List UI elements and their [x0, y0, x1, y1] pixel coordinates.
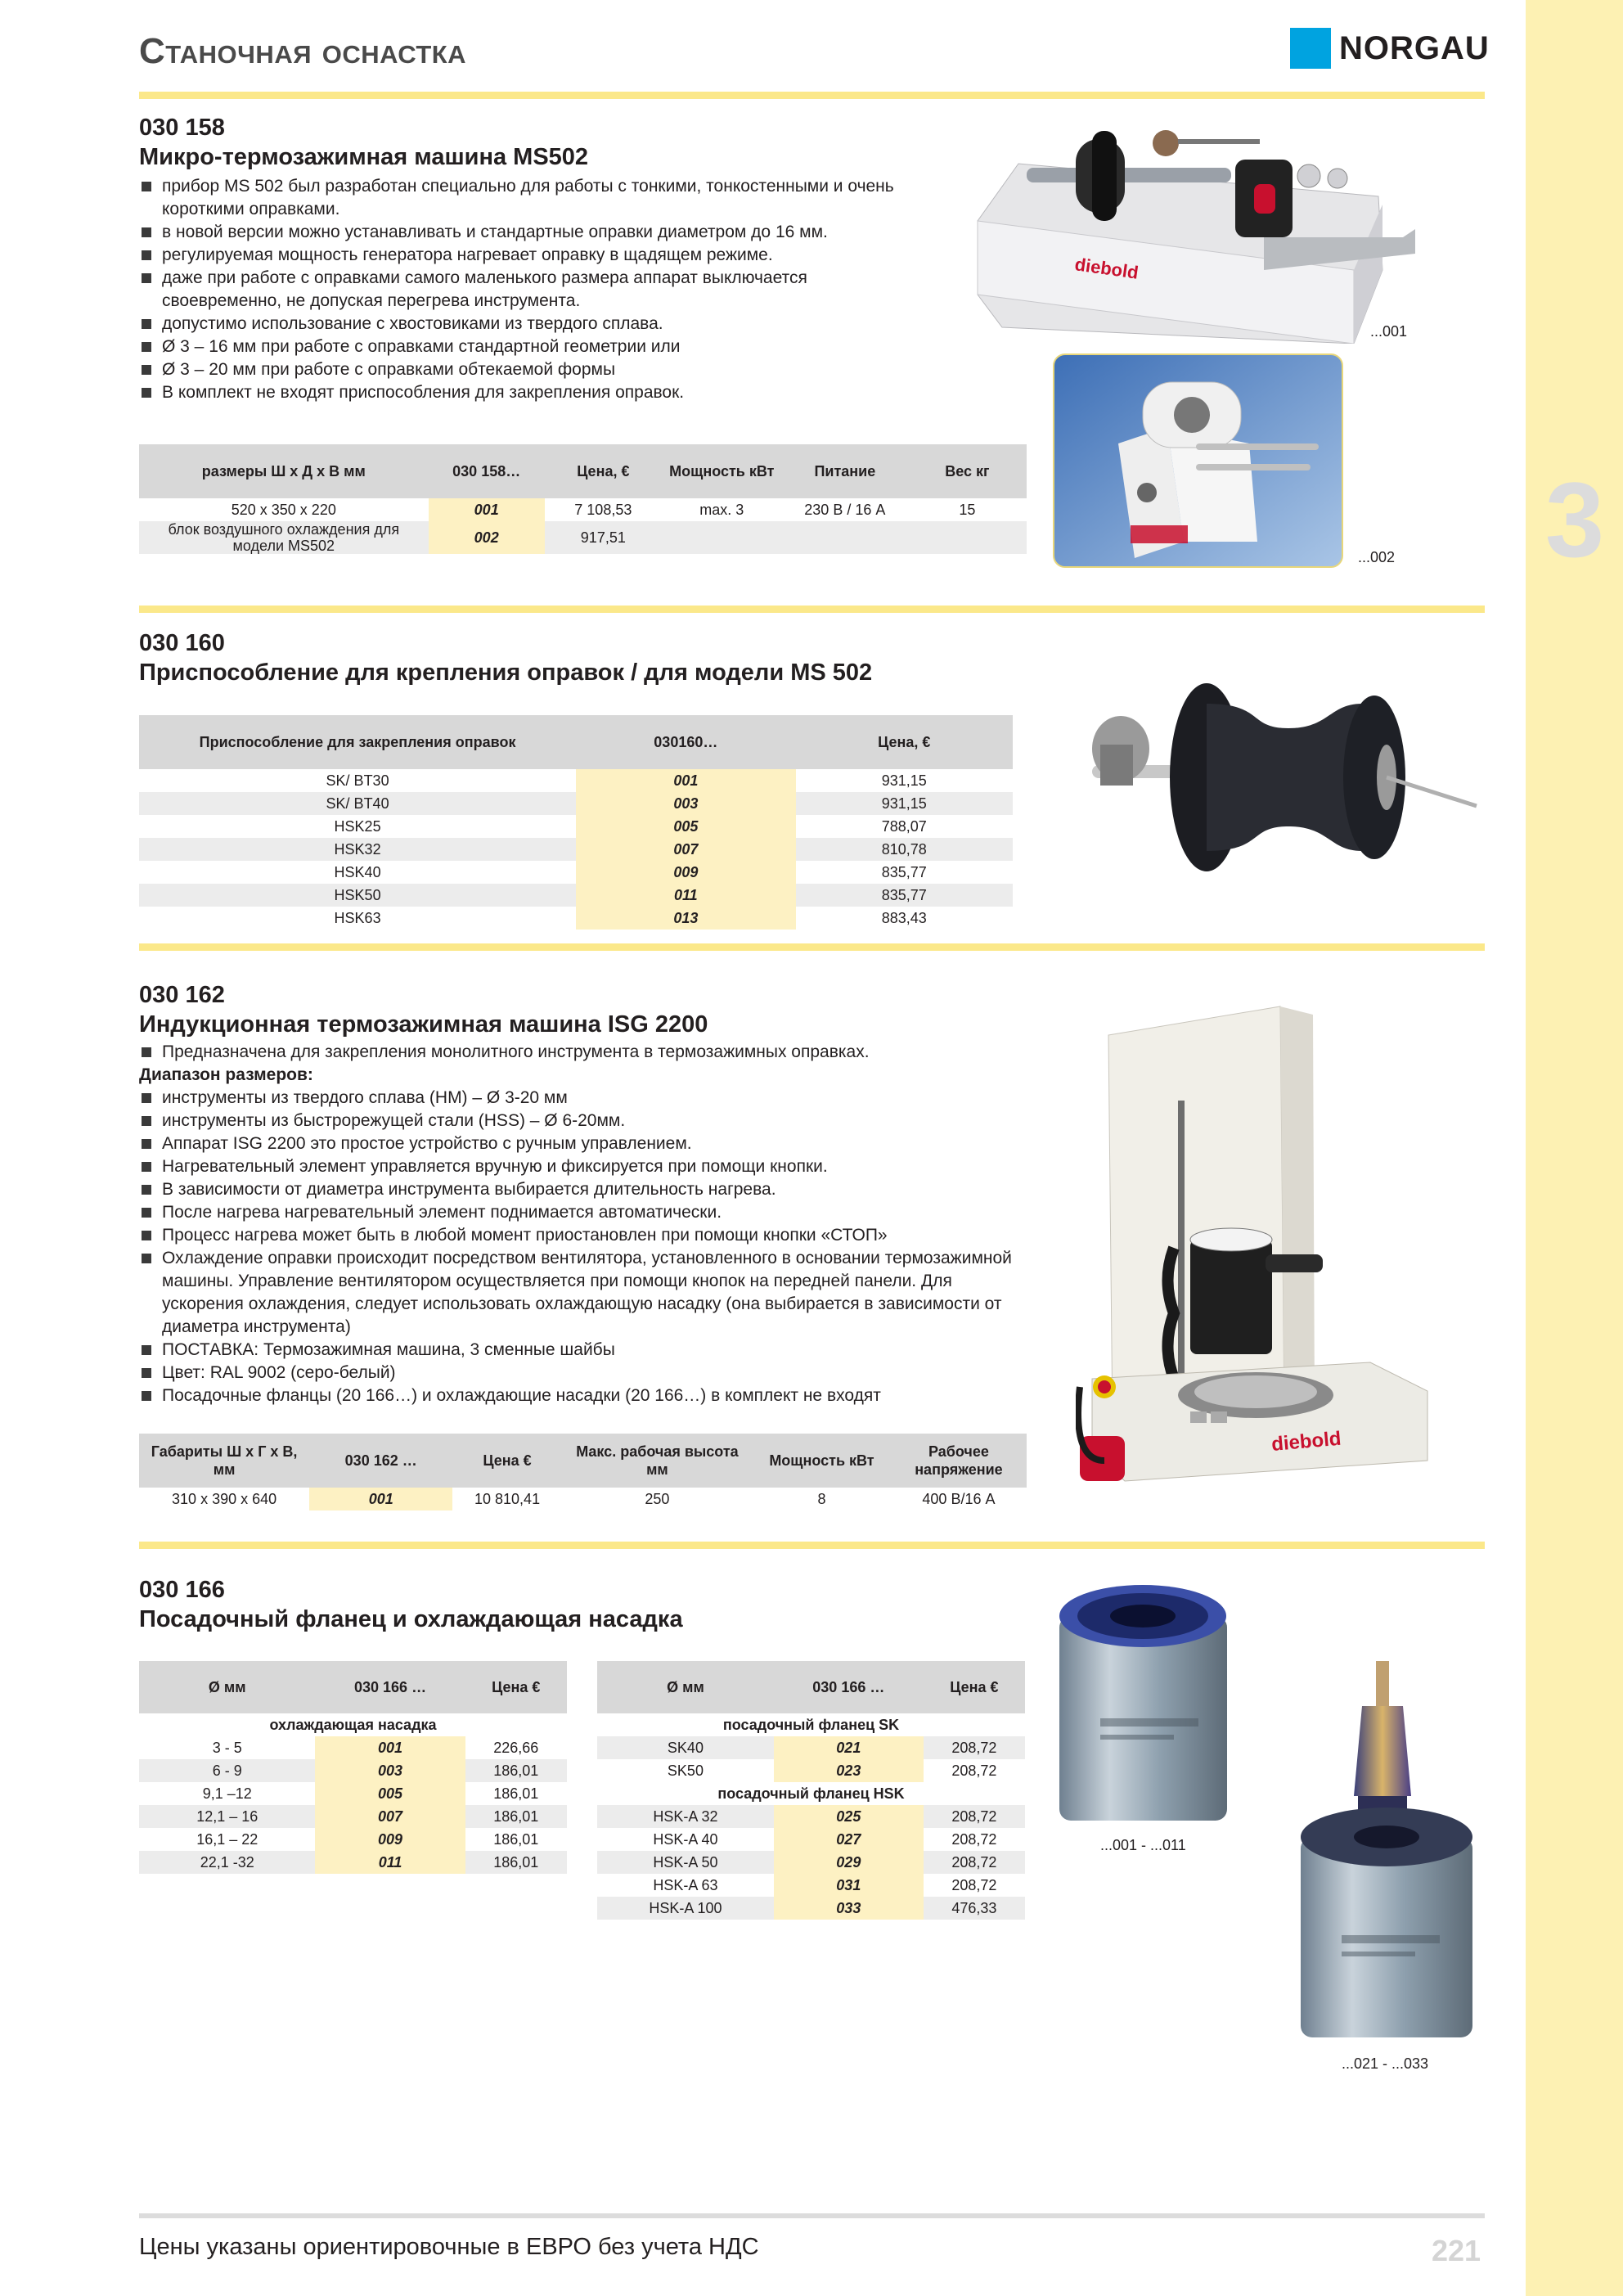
footer-note: Цены указаны ориентировочные в ЕВРО без учета НДС [139, 2234, 759, 2260]
table-cell: 230 В / 16 А [804, 502, 886, 518]
feature-item: инструменты из твердого сплава (HM) – Ø 3-20 мм [139, 1087, 1023, 1110]
feature-item: В комплект не входят приспособления для закрепления оправок. [139, 381, 900, 404]
isg2200-machine-image [1076, 1002, 1452, 1493]
bullet-icon [142, 1391, 151, 1401]
table-cell: HSK-A 50 [597, 1851, 774, 1874]
order-code: 007 [315, 1805, 465, 1828]
table-cell: 16,1 – 22 [196, 1831, 259, 1848]
column-header: Питание [782, 444, 908, 498]
table-cell: HSK-A 40 [653, 1831, 718, 1848]
table-cell: HSK-A 63 [653, 1877, 718, 1893]
divider [139, 943, 1485, 951]
column-header: Габариты Ш х Г х В, мм [139, 1434, 309, 1488]
order-code: 005 [315, 1782, 465, 1805]
feature-item: После нагрева нагревательный элемент поднимается автоматически. [139, 1201, 1023, 1224]
feature-item: в новой версии можно устанавливать и стандартные оправки диаметром до 16 мм. [139, 221, 900, 244]
cooling-sleeve-image [1055, 1579, 1231, 1833]
table-cell: 208,72 [951, 1831, 997, 1848]
bullet-icon [142, 365, 151, 375]
table-cell: 788,07 [881, 818, 927, 835]
table-row [139, 1782, 567, 1805]
feature-item: допустимо использование с хвостовиками из твердого сплава. [139, 313, 900, 335]
table-cell: 520 x 350 x 220 [231, 502, 336, 518]
image-caption: ...021 - ...033 [1342, 2055, 1429, 2072]
order-code: 009 [576, 861, 795, 884]
table-cell: 250 [645, 1491, 670, 1507]
feature-item: В зависимости от диаметра инструмента выбирается длительность нагрева. [139, 1178, 1023, 1201]
order-code: 001 [576, 769, 795, 792]
table-cell: HSK40 [334, 864, 381, 880]
table-cell: SK50 [667, 1763, 704, 1779]
image-caption: ...001 [1370, 323, 1408, 340]
feature-item: Охлаждение оправки происходит посредством вентилятора, установленного в основании термозажимной машины. Управление вентилятором осуществляется при помощи кнопок на передней панели. Для ускорения охлаждения, следует использовать охлаждающую насадку (она выбирается в зависимости от диаметра инструмента) [139, 1247, 1023, 1339]
table-cell: 22,1 -32 [139, 1851, 315, 1874]
feature-item: ПОСТАВКА: Термозажимная машина, 3 сменные шайбы [139, 1339, 1023, 1362]
feature-subheading: Диапазон размеров: [139, 1065, 313, 1084]
feature-item: прибор MS 502 был разработан специально для работы с тонкими, тонкостенными и очень короткими оправками. [139, 175, 900, 221]
bullet-icon [142, 1162, 151, 1172]
price-table [139, 444, 1027, 554]
group-label: посадочный фланец HSK [597, 1782, 1025, 1805]
bullet-icon [142, 388, 151, 398]
flange-table [597, 1661, 1025, 1920]
flange-with-sleeve-image [1297, 1657, 1477, 2042]
table-cell: 931,15 [796, 792, 1013, 815]
divider [139, 606, 1485, 613]
table-cell: HSK50 [139, 884, 576, 907]
bullet-icon [142, 227, 151, 237]
table-row [139, 769, 1013, 792]
table-row [139, 1805, 567, 1828]
table-cell: 208,72 [924, 1736, 1025, 1759]
bullet-icon [142, 182, 151, 191]
column-header: 030 162 … [309, 1434, 452, 1488]
table-cell: 835,77 [796, 884, 1013, 907]
feature-item: Нагревательный элемент управляется вручную и фиксируется при помощи кнопки. [139, 1155, 1023, 1178]
column-header: Приспособление для закрепления оправок [139, 715, 576, 769]
table-cell: 6 - 9 [139, 1759, 315, 1782]
table-cell: 10 810,41 [474, 1491, 541, 1507]
table-cell: 476,33 [924, 1897, 1025, 1920]
order-code: 001 [429, 498, 545, 521]
table-row [139, 1851, 567, 1874]
table-row [139, 1828, 567, 1851]
svg-text:diebold: diebold [1270, 1427, 1342, 1456]
group-row [139, 1713, 567, 1736]
table-cell: 9,1 –12 [202, 1785, 252, 1802]
column-header: размеры Ш х Д х В мм [139, 444, 429, 498]
column-header: Вес кг [908, 444, 1027, 498]
feature-item: инструменты из быстрорежущей стали (HSS) – Ø 6-20мм. [139, 1110, 1023, 1132]
column-header: Макс. рабочая высота мм [562, 1434, 753, 1488]
article-number: 030 158 [139, 115, 225, 141]
chapter-number: 3 [1544, 460, 1605, 579]
feature-item: Ø 3 – 20 мм при работе с оправками обтекаемой формы [139, 358, 900, 381]
table-cell: 931,15 [881, 772, 927, 789]
brand-logo: NORGAU [1339, 30, 1490, 66]
feature-list [139, 1041, 1023, 1407]
column-header: Цена € [924, 1661, 1025, 1713]
bullet-icon [142, 319, 151, 329]
order-code: 011 [315, 1851, 465, 1874]
table-cell: 7 108,53 [574, 502, 632, 518]
bullet-icon [142, 250, 151, 260]
table-row [139, 1759, 567, 1782]
table-cell: HSK25 [334, 818, 381, 835]
feature-list [139, 175, 900, 404]
order-code: 009 [315, 1828, 465, 1851]
article-number: 030 162 [139, 982, 225, 1008]
order-code: 002 [429, 521, 545, 554]
table-cell: SK/ BT30 [326, 772, 389, 789]
table-cell: 12,1 – 16 [139, 1805, 315, 1828]
column-header: Цена, € [796, 715, 1013, 769]
page-title: Станочная оснастка [139, 31, 467, 71]
price-table [139, 715, 1013, 930]
footer-divider [139, 2213, 1485, 2218]
feature-item: регулируемая мощность генератора нагревает оправку в щадящем режиме. [139, 244, 900, 267]
table-cell: HSK-A 100 [597, 1897, 774, 1920]
table-cell [908, 521, 1027, 554]
table-cell: HSK-A 32 [597, 1805, 774, 1828]
feature-item: Цвет: RAL 9002 (серо-белый) [139, 1362, 1023, 1384]
bullet-icon [142, 1185, 151, 1195]
bullet-icon [142, 1254, 151, 1263]
bullet-icon [142, 1208, 151, 1218]
order-code: 001 [309, 1488, 452, 1510]
product-title: Микро-термозажимная машина MS502 [139, 144, 589, 170]
device-brand-label: diebold [1073, 254, 1140, 283]
divider [139, 1542, 1485, 1549]
column-header: Цена, € [545, 444, 662, 498]
group-label: охлаждающая насадка [139, 1713, 567, 1736]
table-cell: 186,01 [493, 1831, 539, 1848]
table-cell: 810,78 [796, 838, 1013, 861]
table-cell: 208,72 [924, 1851, 1025, 1874]
order-code: 031 [774, 1874, 924, 1897]
table-row [139, 907, 1013, 930]
table-row [139, 1488, 1027, 1510]
table-cell [782, 521, 908, 554]
table-row [139, 861, 1013, 884]
price-table [139, 1434, 1027, 1510]
table-cell: 15 [959, 502, 976, 518]
feature-item: Ø 3 – 16 мм при работе с оправками стандартной геометрии или [139, 335, 900, 358]
table-cell: 226,66 [493, 1740, 539, 1756]
bullet-icon [142, 1368, 151, 1378]
table-cell: 835,77 [881, 864, 927, 880]
group-row [597, 1782, 1025, 1805]
table-row [597, 1736, 1025, 1759]
group-label: посадочный фланец SK [597, 1713, 1025, 1736]
table-cell: 8 [817, 1491, 826, 1507]
order-code: 029 [774, 1851, 924, 1874]
order-code: 001 [315, 1736, 465, 1759]
table-row [139, 792, 1013, 815]
table-cell: 186,01 [465, 1851, 567, 1874]
bullet-icon [142, 1116, 151, 1126]
cooling-sleeve-table [139, 1661, 567, 1874]
feature-item: Аппарат ISG 2200 это простое устройство с ручным управлением. [139, 1132, 1023, 1155]
column-header: Ø мм [139, 1661, 315, 1713]
order-code: 003 [576, 792, 795, 815]
column-header: 030 166 … [774, 1661, 924, 1713]
order-code: 011 [576, 884, 795, 907]
image-caption: ...002 [1358, 549, 1396, 565]
order-code: 021 [774, 1736, 924, 1759]
bullet-icon [142, 1139, 151, 1149]
order-code: 027 [774, 1828, 924, 1851]
order-code: 007 [576, 838, 795, 861]
article-number: 030 160 [139, 630, 225, 656]
order-code: 025 [774, 1805, 924, 1828]
column-header: 030 166 … [315, 1661, 465, 1713]
bullet-icon [142, 1047, 151, 1057]
column-header: Цена € [452, 1434, 562, 1488]
order-code: 005 [576, 815, 795, 838]
table-cell: блок воздушного охлаждения для модели MS502 [139, 521, 429, 554]
table-cell: SK/ BT40 [139, 792, 576, 815]
table-cell: 917,51 [545, 521, 662, 554]
table-cell: 186,01 [493, 1785, 539, 1802]
bullet-icon [142, 1093, 151, 1103]
image-caption: ...001 - ...011 [1100, 1837, 1186, 1853]
column-header: 030160… [576, 715, 795, 769]
ms502-machine-image [969, 106, 1419, 344]
bullet-icon [142, 273, 151, 283]
table-row [139, 815, 1013, 838]
product-title: Посадочный фланец и охлаждающая насадка [139, 1606, 683, 1632]
table-row [597, 1759, 1025, 1782]
column-header: Ø мм [597, 1661, 774, 1713]
article-number: 030 166 [139, 1577, 225, 1603]
table-cell: 208,72 [951, 1763, 997, 1779]
order-code: 033 [774, 1897, 924, 1920]
table-cell: 310 x 390 x 640 [172, 1491, 277, 1507]
group-row [597, 1713, 1025, 1736]
table-cell: 400 В/16 А [922, 1491, 996, 1507]
table-cell: HSK63 [334, 910, 381, 926]
table-row [139, 838, 1013, 861]
column-header: Мощность кВт [662, 444, 782, 498]
chapter-band [1526, 0, 1623, 2296]
column-header: Мощность кВт [753, 1434, 891, 1488]
product-title: Индукционная термозажимная машина ISG 2200 [139, 1011, 708, 1038]
feature-item: даже при работе с оправками самого маленького размера аппарат выключается своевременно, не допуская перегрева инструмента. [139, 267, 900, 313]
product-title: Приспособление для крепления оправок / для модели MS 502 [139, 660, 873, 686]
bullet-icon [142, 1345, 151, 1355]
order-code: 013 [576, 907, 795, 930]
table-cell: 883,43 [881, 910, 927, 926]
order-code: 023 [774, 1759, 924, 1782]
table-cell: 3 - 5 [212, 1740, 242, 1756]
bullet-icon [142, 342, 151, 352]
column-header: Цена € [465, 1661, 567, 1713]
table-row [139, 521, 1027, 554]
table-row [597, 1874, 1025, 1897]
cooling-block-image [1053, 353, 1343, 568]
table-cell: 208,72 [951, 1877, 997, 1893]
table-row [139, 1736, 567, 1759]
table-row [139, 498, 1027, 521]
bullet-icon [142, 1231, 151, 1240]
logo-icon [1290, 28, 1331, 69]
table-row [139, 884, 1013, 907]
feature-item: Процесс нагрева может быть в любой момент приостановлен при помощи кнопки «СТОП» [139, 1224, 1023, 1247]
table-row [597, 1851, 1025, 1874]
column-header: 030 158… [429, 444, 545, 498]
table-cell: 186,01 [465, 1759, 567, 1782]
table-row [597, 1805, 1025, 1828]
table-cell: max. 3 [699, 502, 744, 518]
table-row [597, 1897, 1025, 1920]
divider [139, 92, 1485, 99]
table-cell [662, 521, 782, 554]
order-code: 003 [315, 1759, 465, 1782]
table-row [597, 1828, 1025, 1851]
column-header: Рабочее напряжение [891, 1434, 1027, 1488]
feature-item: Предназначена для закрепления монолитного инструмента в термозажимных оправках. [139, 1041, 1023, 1064]
page-number: 221 [1432, 2234, 1481, 2267]
table-cell: 208,72 [924, 1805, 1025, 1828]
table-cell: SK40 [597, 1736, 774, 1759]
table-cell: 186,01 [465, 1805, 567, 1828]
shrink-holder-fixture-image [1084, 671, 1485, 884]
table-cell: HSK32 [139, 838, 576, 861]
feature-item: Посадочные фланцы (20 166…) и охлаждающие насадки (20 166…) в комплект не входят [139, 1384, 1023, 1407]
